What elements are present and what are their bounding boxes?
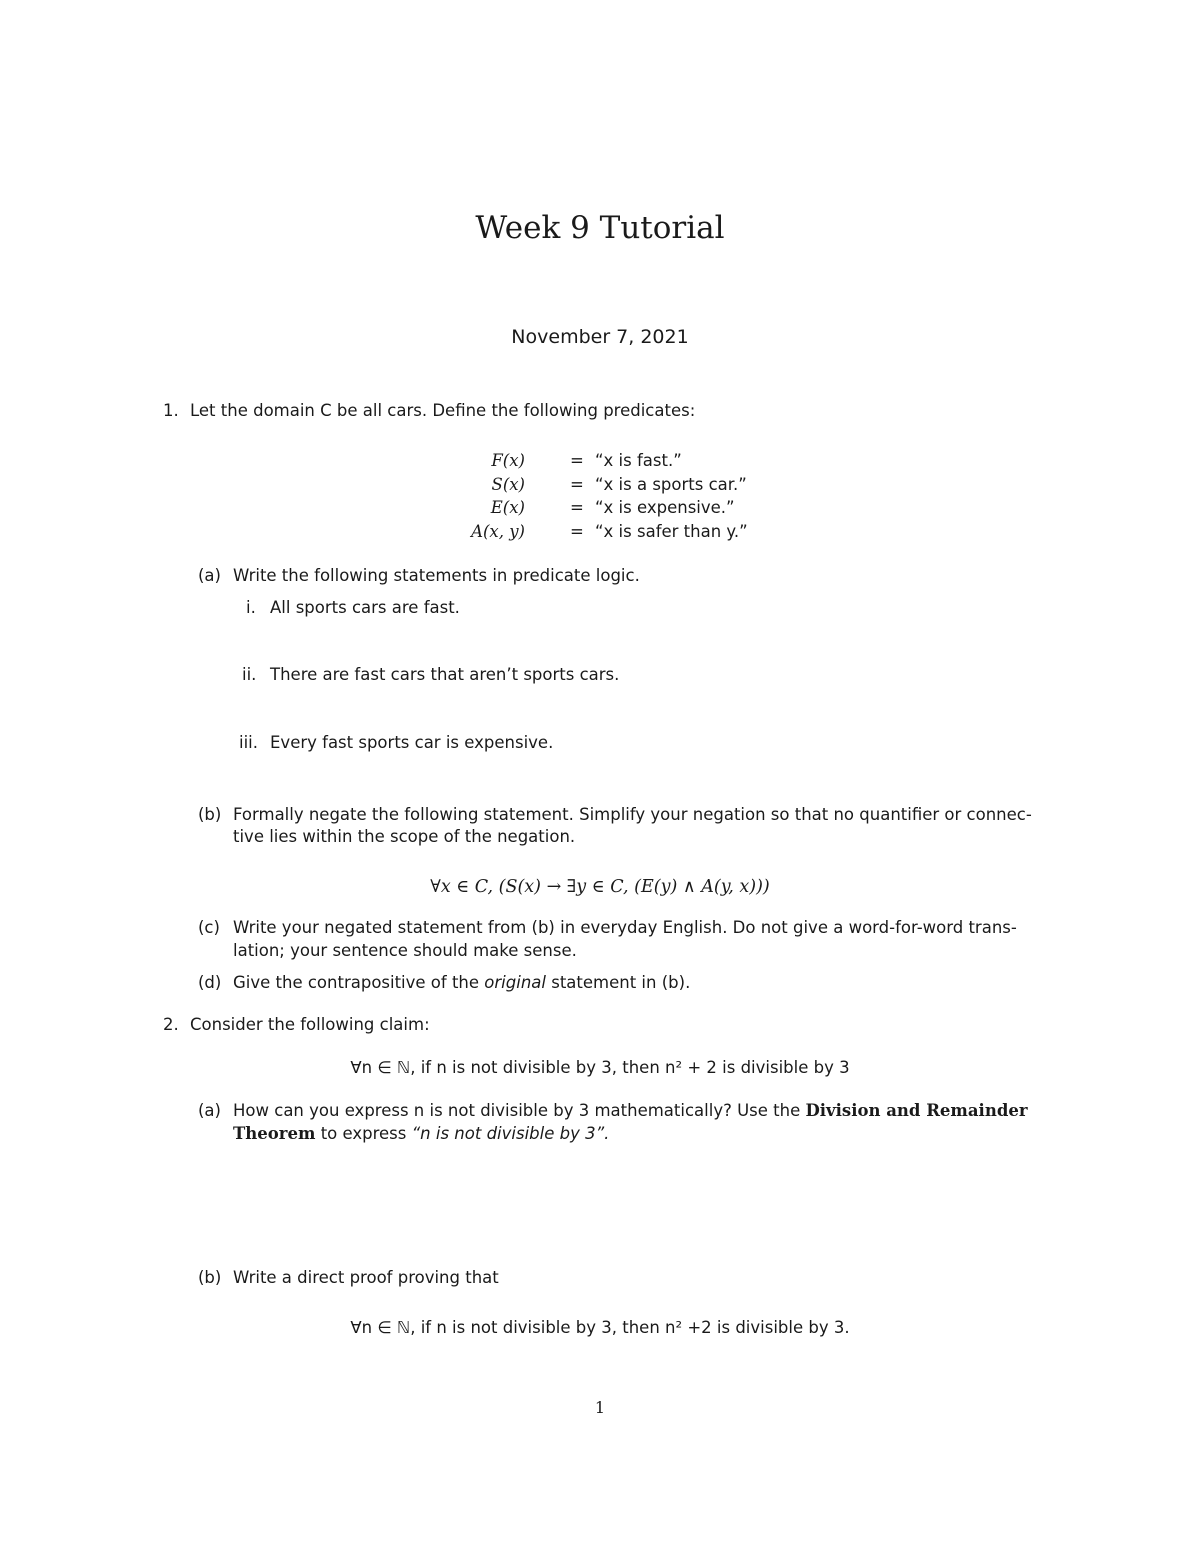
q2a-pre: How can you express n is not divisible by 3 mathematically? Use the — [233, 1101, 801, 1120]
q1-number: 1. — [163, 401, 179, 420]
q2a-label: (a) — [198, 1101, 221, 1120]
q1a-item-label: iii. — [239, 733, 258, 752]
q1a-label: (a) — [198, 566, 221, 585]
predicate-rhs: “x is expensive.” — [595, 498, 735, 517]
q1a-item-label: ii. — [242, 665, 257, 684]
q2a-line1 — [233, 1101, 1028, 1120]
q1b-line2: tive lies within the scope of the negation. — [233, 827, 576, 846]
q1a-item-text: There are fast cars that aren’t sports cars. — [270, 665, 620, 684]
q1d-post: statement in (b). — [551, 973, 691, 992]
q1a-text: Write the following statements in predicate logic. — [233, 566, 640, 585]
q2b-text: Write a direct proof proving that — [233, 1268, 499, 1287]
q2b-formula: ∀n ∈ ℕ, if n is not divisible by 3, then n² +2 is divisible by 3. — [350, 1318, 850, 1337]
q1b-formula: ∀x ∈ C, (S(x) → ∃y ∈ C, (E(y) ∧ A(y, x))) — [430, 877, 770, 897]
predicate-lhs: E(x) — [490, 498, 525, 517]
q1d-text — [233, 973, 690, 992]
date: November 7, 2021 — [511, 326, 689, 348]
q1d-label: (d) — [198, 973, 222, 992]
q2-claim: ∀n ∈ ℕ, if n is not divisible by 3, then n² + 2 is divisible by 3 — [350, 1058, 850, 1077]
q1a-item-label: i. — [246, 598, 256, 617]
q2a-emph: “n is not divisible by 3”. — [411, 1124, 610, 1143]
q1c-label: (c) — [198, 918, 220, 937]
q1b-line1: Formally negate the following statement. Simplify your negation so that no quantifier or connec- — [233, 805, 1032, 824]
predicate-eq: = — [570, 498, 584, 517]
predicate-lhs: S(x) — [491, 475, 525, 494]
q2-intro: Consider the following claim: — [190, 1015, 430, 1034]
q2a-mid: to express — [320, 1124, 407, 1143]
predicate-rhs: “x is safer than y.” — [595, 522, 748, 541]
page-title: Week 9 Tutorial — [475, 210, 725, 246]
predicate-lhs: F(x) — [491, 451, 525, 470]
q2a-line2 — [233, 1124, 609, 1143]
predicate-lhs: A(x, y) — [471, 522, 525, 541]
q2b-label: (b) — [198, 1268, 222, 1287]
q1c-line1: Write your negated statement from (b) in everyday English. Do not give a word-for-word trans- — [233, 918, 1017, 937]
q1a-item-text: All sports cars are fast. — [270, 598, 460, 617]
q2a-bold1: Division and Remainder — [805, 1101, 1028, 1120]
q1-intro: Let the domain C be all cars. Define the following predicates: — [190, 401, 696, 420]
q1a-item-text: Every fast sports car is expensive. — [270, 733, 554, 752]
q1c-line2: lation; your sentence should make sense. — [233, 941, 577, 960]
q1d-emph: original — [484, 973, 546, 992]
q1b-label: (b) — [198, 805, 222, 824]
page-number: 1 — [594, 1398, 606, 1417]
q2-number: 2. — [163, 1015, 179, 1034]
predicate-eq: = — [570, 475, 584, 494]
q2a-bold2: Theorem — [233, 1124, 316, 1143]
q1d-pre: Give the contrapositive of the — [233, 973, 480, 992]
predicate-eq: = — [570, 522, 584, 541]
predicate-rhs: “x is a sports car.” — [595, 475, 747, 494]
predicate-eq: = — [570, 451, 584, 470]
predicate-rhs: “x is fast.” — [595, 451, 682, 470]
